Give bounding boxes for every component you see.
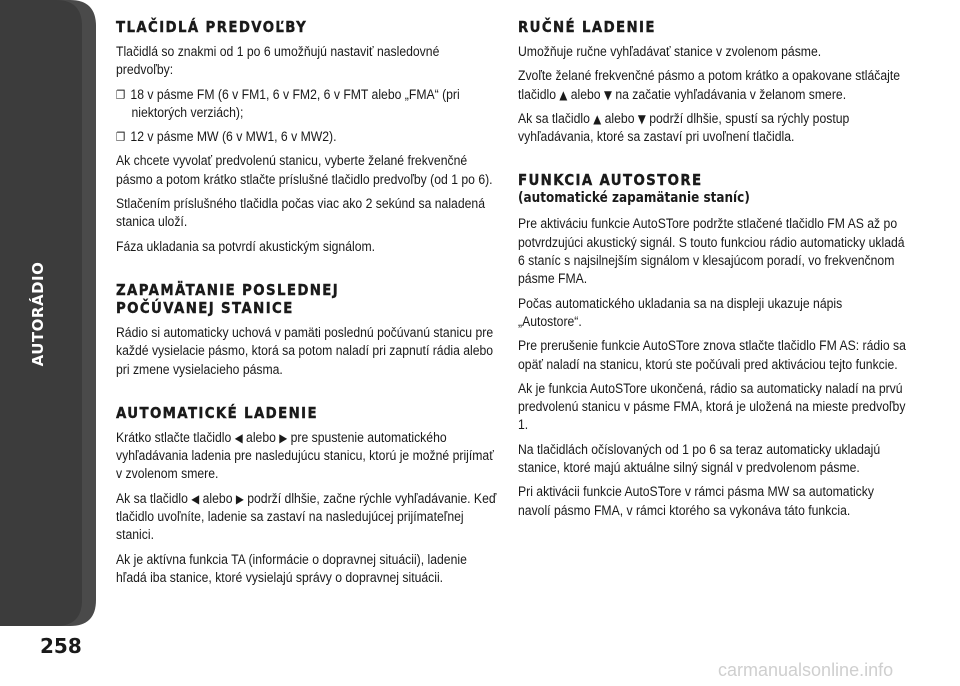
left-arrow-icon: ◀	[191, 491, 200, 506]
right-column	[518, 18, 909, 526]
paragraph: Na tlačidlách očíslovaných od 1 po 6 sa teraz automaticky ukladajú stanice, ktoré majú aktuálne silný signál v predvolenom pásme.	[518, 441, 881, 477]
checkbox-bullet-icon: ❐	[116, 130, 126, 145]
page-number: 258	[40, 634, 82, 658]
paragraph: Fáza ukladania sa potvrdí akustickým signálom.	[116, 238, 376, 255]
right-arrow-icon: ▶	[279, 430, 288, 445]
heading-manual-tuning: RUČNÉ LADENIE	[518, 18, 656, 36]
side-tab-shape	[0, 0, 100, 686]
subheading-autostore: (automatické zapamätanie staníc)	[518, 190, 750, 207]
down-arrow-icon: ▼	[603, 87, 612, 102]
up-arrow-icon: ▲	[593, 111, 602, 126]
heading-preset-buttons: TLAČIDLÁ PREDVOĽBY	[116, 18, 308, 36]
paragraph: Počas automatického ukladania sa na displeji ukazuje nápis „Autostore“.	[518, 295, 843, 330]
left-column	[116, 18, 499, 593]
heading-auto-tuning: AUTOMATICKÉ LADENIE	[116, 403, 318, 422]
paragraph: Pre prerušenie funkcie AutoSTore znova stlačte tlačidlo FM AS: rádio sa opäť naladí na stanicu, ktorú ste počúvali pred aktiváciou tejto funkcie.	[518, 338, 906, 373]
heading-last-station: ZAPAMÄTANIE POSLEDNEJ POČÚVANEJ STANICE	[116, 280, 340, 317]
paragraph: Ak sa tlačidlo ◀ alebo ▶ podrží dlhšie, začne rýchle vyhľadávanie. Keď tlačidlo uvoľníte, ladenie sa zastaví na nasledujúcej prijímateľnej stanici.	[116, 490, 497, 544]
paragraph: Ak sa tlačidlo ▲ alebo ▼ podrží dlhšie, spustí sa rýchly postup vyhľadávania, ktoré sa zastaví pri uvoľnení tlačidla.	[518, 110, 850, 146]
section-label: AUTORÁDIO	[29, 261, 47, 367]
paragraph: Krátko stlačte tlačidlo ◀ alebo ▶ pre spustenie automatického vyhľadávania ladenia pre nasledujúcu stanicu, ktorú je možné prijímať v zvolenom smere.	[116, 429, 494, 483]
left-arrow-icon: ◀	[234, 430, 243, 445]
paragraph: Ak chcete vyvolať predvolenú stanicu, vyberte želané frekvenčné pásmo a potom krátko stlačte príslušné tlačidlo predvoľby (od 1 po 6).	[116, 153, 493, 188]
heading-autostore: FUNKCIA AUTOSTORE	[518, 171, 703, 190]
paragraph: Pre aktiváciu funkcie AutoSTore podržte stlačené tlačidlo FM AS až po potvrdzujúci akustický signál. S touto funkciou rádio automaticky ukladá 6 staníc s najsilnejším signálom v klesajúcom poradí, vo frekvenčnom pásme FMA.	[518, 216, 905, 288]
paragraph: Zvoľte želané frekvenčné pásmo a potom krátko a opakovane stláčajte tlačidlo ▲ alebo ▼ na začatie vyhľadávania v želanom smere.	[518, 68, 901, 103]
section-side-tab	[0, 0, 100, 686]
watermark: carmanualsonline.info	[718, 660, 894, 680]
paragraph: Stlačením príslušného tlačidla počas viac ako 2 sekúnd sa naladená stanica uloží.	[116, 196, 485, 231]
up-arrow-icon: ▲	[559, 87, 568, 102]
down-arrow-icon: ▼	[637, 111, 646, 126]
paragraph: Ak je funkcia AutoSTore ukončená, rádio sa automaticky naladí na prvú predvolenú stanicu v pásme FMA, ktorá je uložená na mieste predvoľby 1.	[518, 380, 906, 434]
bullet-item: ❐ 12 v pásme MW (6 v MW1, 6 v MW2).	[116, 129, 337, 146]
paragraph: Rádio si automaticky uchová v pamäti poslednú počúvanú stanicu pre každé vysielacie pásmo, ktorá sa potom naladí pri zapnutí rádia alebo pri zmene vysielacieho pásma.	[116, 324, 494, 378]
bullet-item: ❐ 18 v pásme FM (6 v FM1, 6 v FM2, 6 v FMT alebo „FMA“ (pri niektorých verziách);	[116, 86, 460, 121]
paragraph: Pri aktivácii funkcie AutoSTore v rámci pásma MW sa automaticky navolí pásmo FMA, v rámci ktorého sa vykonáva táto funkcia.	[518, 484, 874, 519]
checkbox-bullet-icon: ❐	[116, 87, 126, 102]
paragraph: Ak je aktívna funkcia TA (informácie o dopravnej situácii), ladenie hľadá iba stanice, ktoré vysielajú správy o dopravnej situácii.	[116, 551, 467, 586]
paragraph: Umožňuje ručne vyhľadávať stanice v zvolenom pásme.	[518, 44, 822, 60]
right-arrow-icon: ▶	[235, 491, 244, 506]
paragraph: Tlačidlá so znakmi od 1 po 6 umožňujú nastaviť nasledovné predvoľby:	[116, 44, 440, 79]
